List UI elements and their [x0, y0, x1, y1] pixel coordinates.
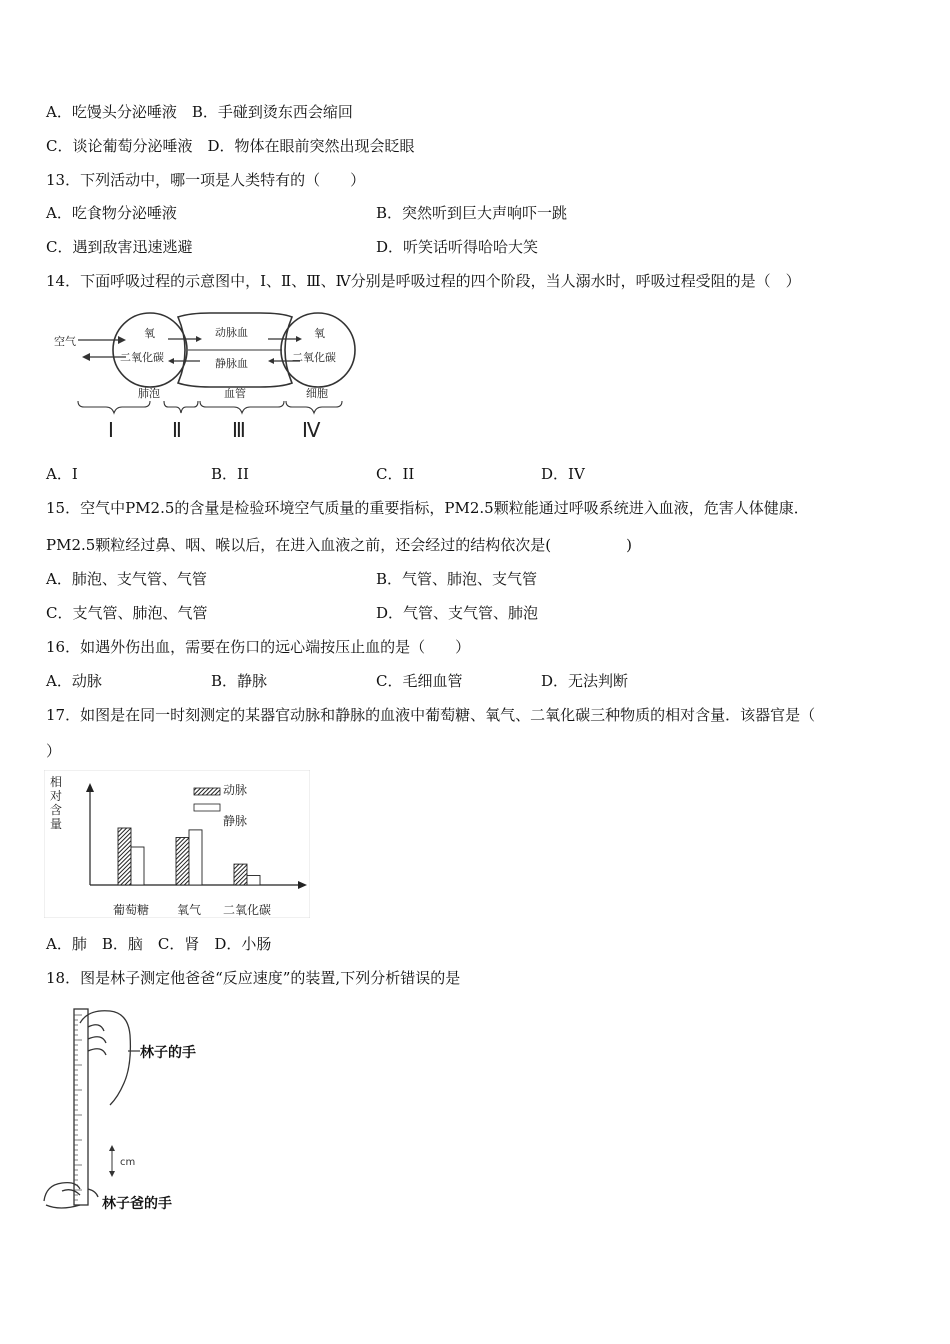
q16-option-b: B．静脉 — [211, 672, 268, 690]
y-label-char: 对 — [50, 789, 63, 803]
x-tick-label-2: 二氧化碳 — [222, 903, 272, 917]
q14-option-a: A．I — [46, 465, 78, 483]
father-hand-sketch — [44, 1183, 98, 1208]
oxygen-left-label: 氧 — [144, 327, 155, 340]
vessel-label: 血管 — [224, 387, 246, 400]
q15-option-a: A．肺泡、支气管、气管 — [46, 570, 207, 588]
bar-vein-2 — [247, 876, 260, 886]
venous-label: 静脉血 — [215, 357, 248, 370]
stage-3-label: Ⅲ — [232, 418, 246, 442]
q13-stem: 13．下列活动中，哪一项是人类特有的（ ） — [46, 171, 366, 189]
y-axis-label — [50, 774, 62, 831]
q17-stem-line1: 17．如图是在同一时刻测定的某器官动脉和静脉的血液中葡萄糖、氧气、二氧化碳三种物质的相对含量．该器官是（ — [46, 706, 816, 724]
legend-swatch-vein — [194, 804, 220, 811]
q13-option-a: A．吃食物分泌唾液 — [46, 204, 177, 222]
q15-option-c: C．支气管、肺泡、气管 — [46, 604, 208, 622]
q12-options-line1: A．吃馒头分泌唾液 B．手碰到烫东西会缩回 — [46, 103, 353, 121]
y-label-char: 量 — [50, 817, 63, 831]
q15-option-b: B．气管、肺泡、支气管 — [376, 570, 538, 588]
stage-4-label: Ⅳ — [302, 418, 321, 442]
q15-stem-line1: 15．空气中PM2.5的含量是检验环境空气质量的重要指标，PM2.5颗粒能通过呼吸系统进入血液，危害人体健康． — [46, 499, 809, 517]
arterial-label: 动脉血 — [215, 326, 248, 339]
co2-right-label: 二氧化碳 — [292, 351, 336, 364]
q14-option-b: B．II — [211, 465, 249, 483]
bar-artery-1 — [176, 838, 189, 886]
co2-left-label: 二氧化碳 — [120, 351, 164, 364]
respiration-diagram — [50, 305, 365, 445]
cell-circle — [281, 313, 355, 387]
q18-stem: 18．图是林子测定他爸爸“反应速度”的装置,下列分析错误的是 — [46, 969, 461, 987]
linzi-hand-label: 林子的手 — [140, 1045, 196, 1061]
q16-option-a: A．动脉 — [46, 672, 102, 690]
q16-option-c: C．毛细血管 — [376, 672, 463, 690]
y-label-char: 相 — [50, 775, 63, 789]
air-label: 空气 — [54, 335, 76, 348]
x-tick-label-1: 氧气 — [176, 903, 202, 917]
legend-swatch-artery — [194, 788, 220, 795]
alveoli-label: 肺泡 — [138, 387, 160, 400]
q17-options: A．肺 B．脑 C．肾 D．小肠 — [46, 935, 272, 953]
q14-option-c: C．II — [376, 465, 415, 483]
q16-stem: 16．如遇外伤出血，需要在伤口的远心端按压止血的是（ ） — [46, 638, 471, 656]
brace-4 — [286, 401, 342, 413]
blood-content-bar-chart — [44, 770, 310, 918]
q15-option-d: D．气管、支气管、肺泡 — [376, 604, 539, 622]
q14-stem: 14．下面呼吸过程的示意图中，Ⅰ、Ⅱ、Ⅲ、Ⅳ分别是呼吸过程的四个阶段，当人溺水时，呼吸过程受阻的是（ ） — [46, 272, 801, 290]
bar-artery-2 — [234, 864, 247, 885]
stage-1-label: Ⅰ — [108, 418, 114, 442]
q13-option-c: C．遇到敌害迅速逃避 — [46, 238, 193, 256]
oxygen-right-label: 氧 — [314, 327, 325, 340]
q15-stem-line2: PM2.5颗粒经过鼻、咽、喉以后，在进入血液之前，还会经过的结构依次是( ) — [46, 536, 633, 554]
q12-options-line2: C．谈论葡萄分泌唾液 D．物体在眼前突然出现会眨眼 — [46, 137, 415, 155]
brace-1 — [78, 401, 150, 413]
bar-vein-0 — [131, 847, 144, 885]
bar-artery-0 — [118, 828, 131, 885]
cell-label: 细胞 — [306, 387, 328, 400]
x-tick-label-0: 葡萄糖 — [112, 903, 150, 917]
alveolus-circle — [113, 313, 187, 387]
cm-unit-label: cm — [120, 1157, 136, 1168]
legend-label-artery: 动脉 — [223, 783, 248, 797]
legend-label-vein: 静脉 — [223, 814, 248, 828]
reaction-ruler-figure — [40, 1005, 240, 1220]
bar-vein-1 — [189, 830, 202, 885]
q14-option-d: D．IV — [541, 465, 585, 483]
q13-option-d: D．听笑话听得哈哈大笑 — [376, 238, 539, 256]
stage-2-label: Ⅱ — [172, 418, 182, 442]
q17-stem-line2: ） — [46, 742, 62, 760]
q13-option-b: B．突然听到巨大声响吓一跳 — [376, 204, 568, 222]
ruler — [74, 1009, 88, 1205]
q16-option-d: D．无法判断 — [541, 672, 629, 690]
y-label-char: 含 — [50, 803, 63, 817]
father-hand-label: 林子爸的手 — [102, 1196, 172, 1212]
brace-3 — [200, 401, 284, 413]
brace-2 — [164, 401, 198, 413]
